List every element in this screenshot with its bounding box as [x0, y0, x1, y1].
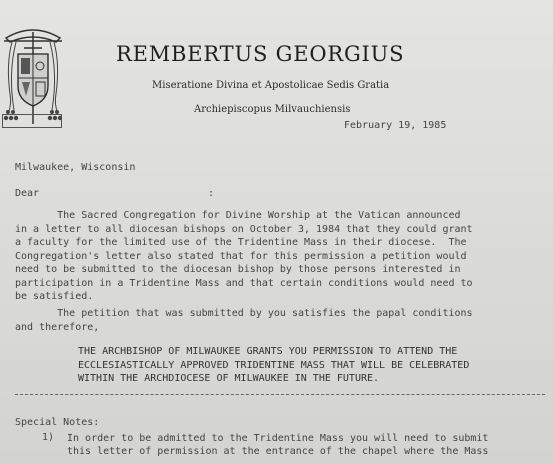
note-number: 1): [42, 432, 55, 443]
note-text: In order to be admitted to the Tridentine Mass you will need to submit this letter of permission at the entrance of the chapel where the Mass: [67, 433, 489, 457]
permission-grant: THE ARCHBISHOP OF MILWAUKEE GRANTS YOU PERMISSION TO ATTEND THE ECCLESIASTICALLY APPROVED TRIDENTINE MASS THAT WILL BE CELEBRATED WITHIN THE ARCHDIOCESE OF MILWAUKEE IN THE FUTURE.: [78, 346, 470, 384]
paragraph-1: The Sacred Congregation for Divine Worship at the Vatican announced in a letter to all diocesan bishops on October 3, 1984 that they could grant a faculty for the limited use of the Tridentine Mass in their diocese. The Congregation's letter also stated that for this permission a petition would need to be submitted to the diocesan bishop by those persons interested in participation in a Tridentine Mass and that certain conditions would need to be satisfied.: [15, 210, 473, 302]
letter-date: February 19, 1985: [344, 120, 447, 131]
dashed-divider: [15, 394, 545, 395]
letter-location: Milwaukee, Wisconsin: [15, 162, 136, 173]
letterhead-name: REMBERTUS GEORGIUS: [116, 42, 405, 66]
letterhead-subtitle-1: Miseratione Divina et Apostolicae Sedis Gratia: [152, 80, 390, 91]
special-notes-heading: Special Notes:: [15, 417, 100, 428]
salutation: Dear: [15, 188, 40, 199]
letterhead-subtitle-2: Archiepiscopus Milvauchiensis: [194, 104, 351, 115]
paragraph-2: The petition that was submitted by you satisfies the papal conditions and therefore,: [15, 308, 473, 333]
motto-scroll: [2, 114, 62, 128]
salutation-colon: :: [208, 188, 215, 199]
